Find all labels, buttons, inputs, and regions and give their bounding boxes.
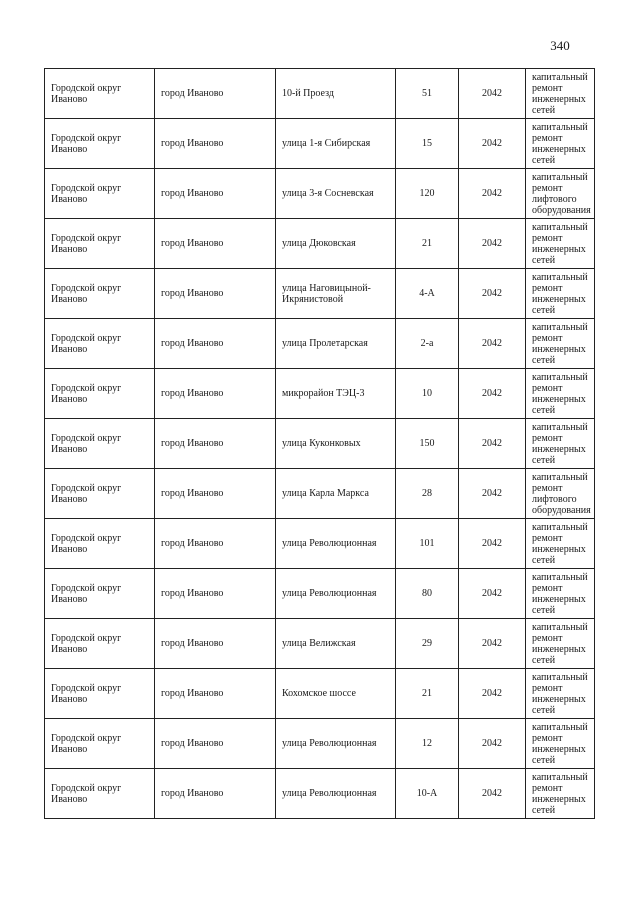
work-type-cell: капитальный ремонт инженерных сетей: [526, 619, 595, 669]
district-cell: Городской округ Иваново: [45, 519, 155, 569]
house-number-cell: 21: [396, 669, 459, 719]
city-cell: город Иваново: [155, 219, 276, 269]
house-number-cell: 101: [396, 519, 459, 569]
table-row: [45, 219, 595, 269]
table-row: [45, 319, 595, 369]
district-cell: Городской округ Иваново: [45, 319, 155, 369]
house-number-cell: 15: [396, 119, 459, 169]
street-cell: улица Дюковская: [276, 219, 396, 269]
house-number-cell: 80: [396, 569, 459, 619]
work-type-cell: капитальный ремонт инженерных сетей: [526, 419, 595, 469]
work-type-cell: капитальный ремонт лифтового оборудования: [526, 469, 595, 519]
city-cell: город Иваново: [155, 619, 276, 669]
work-type-cell: капитальный ремонт инженерных сетей: [526, 269, 595, 319]
year-cell: 2042: [459, 419, 526, 469]
city-cell: город Иваново: [155, 769, 276, 819]
street-cell: улица Куконковых: [276, 419, 396, 469]
district-cell: Городской округ Иваново: [45, 369, 155, 419]
table-row: [45, 719, 595, 769]
city-cell: город Иваново: [155, 519, 276, 569]
city-cell: город Иваново: [155, 69, 276, 119]
city-cell: город Иваново: [155, 369, 276, 419]
house-number-cell: 10-А: [396, 769, 459, 819]
city-cell: город Иваново: [155, 569, 276, 619]
year-cell: 2042: [459, 619, 526, 669]
house-number-cell: 51: [396, 69, 459, 119]
year-cell: 2042: [459, 69, 526, 119]
work-type-cell: капитальный ремонт инженерных сетей: [526, 769, 595, 819]
street-cell: улица Революционная: [276, 719, 396, 769]
district-cell: Городской округ Иваново: [45, 769, 155, 819]
street-cell: улица Революционная: [276, 519, 396, 569]
table-row: [45, 269, 595, 319]
city-cell: город Иваново: [155, 319, 276, 369]
city-cell: город Иваново: [155, 169, 276, 219]
work-type-cell: капитальный ремонт инженерных сетей: [526, 369, 595, 419]
house-number-cell: 12: [396, 719, 459, 769]
table-row: [45, 169, 595, 219]
year-cell: 2042: [459, 319, 526, 369]
table-row: [45, 519, 595, 569]
district-cell: Городской округ Иваново: [45, 419, 155, 469]
house-number-cell: 120: [396, 169, 459, 219]
year-cell: 2042: [459, 669, 526, 719]
city-cell: город Иваново: [155, 469, 276, 519]
street-cell: улица Революционная: [276, 569, 396, 619]
table-body: [45, 69, 595, 819]
district-cell: Городской округ Иваново: [45, 119, 155, 169]
street-cell: улица 1-я Сибирская: [276, 119, 396, 169]
house-number-cell: 21: [396, 219, 459, 269]
page-number: 340: [550, 38, 570, 53]
street-cell: улица Революционная: [276, 769, 396, 819]
street-cell: улица Пролетарская: [276, 319, 396, 369]
city-cell: город Иваново: [155, 719, 276, 769]
house-number-cell: 4-А: [396, 269, 459, 319]
year-cell: 2042: [459, 769, 526, 819]
year-cell: 2042: [459, 219, 526, 269]
city-cell: город Иваново: [155, 119, 276, 169]
house-number-cell: 28: [396, 469, 459, 519]
city-cell: город Иваново: [155, 669, 276, 719]
table-row: [45, 419, 595, 469]
district-cell: Городской округ Иваново: [45, 719, 155, 769]
district-cell: Городской округ Иваново: [45, 69, 155, 119]
year-cell: 2042: [459, 469, 526, 519]
year-cell: 2042: [459, 169, 526, 219]
house-number-cell: 10: [396, 369, 459, 419]
work-type-cell: капитальный ремонт инженерных сетей: [526, 719, 595, 769]
street-cell: улица 3-я Сосневская: [276, 169, 396, 219]
table-row: [45, 119, 595, 169]
work-type-cell: капитальный ремонт инженерных сетей: [526, 519, 595, 569]
street-cell: Кохомское шоссе: [276, 669, 396, 719]
registry-table: [44, 68, 595, 819]
city-cell: город Иваново: [155, 269, 276, 319]
year-cell: 2042: [459, 569, 526, 619]
house-number-cell: 150: [396, 419, 459, 469]
year-cell: 2042: [459, 119, 526, 169]
district-cell: Городской округ Иваново: [45, 569, 155, 619]
table-row: [45, 619, 595, 669]
table-row: [45, 69, 595, 119]
year-cell: 2042: [459, 269, 526, 319]
district-cell: Городской округ Иваново: [45, 469, 155, 519]
district-cell: Городской округ Иваново: [45, 169, 155, 219]
street-cell: улица Наговицыной-Икрянистовой: [276, 269, 396, 319]
work-type-cell: капитальный ремонт инженерных сетей: [526, 119, 595, 169]
table-row: [45, 569, 595, 619]
year-cell: 2042: [459, 519, 526, 569]
table-row: [45, 469, 595, 519]
district-cell: Городской округ Иваново: [45, 669, 155, 719]
street-cell: улица Карла Маркса: [276, 469, 396, 519]
district-cell: Городской округ Иваново: [45, 619, 155, 669]
year-cell: 2042: [459, 369, 526, 419]
house-number-cell: 29: [396, 619, 459, 669]
work-type-cell: капитальный ремонт инженерных сетей: [526, 69, 595, 119]
district-cell: Городской округ Иваново: [45, 269, 155, 319]
house-number-cell: 2-а: [396, 319, 459, 369]
district-cell: Городской округ Иваново: [45, 219, 155, 269]
table-row: [45, 669, 595, 719]
year-cell: 2042: [459, 719, 526, 769]
street-cell: микрорайон ТЭЦ-3: [276, 369, 396, 419]
work-type-cell: капитальный ремонт инженерных сетей: [526, 319, 595, 369]
table-row: [45, 369, 595, 419]
work-type-cell: капитальный ремонт лифтового оборудования: [526, 169, 595, 219]
table-row: [45, 769, 595, 819]
city-cell: город Иваново: [155, 419, 276, 469]
street-cell: улица Велижская: [276, 619, 396, 669]
work-type-cell: капитальный ремонт инженерных сетей: [526, 669, 595, 719]
street-cell: 10-й Проезд: [276, 69, 396, 119]
work-type-cell: капитальный ремонт инженерных сетей: [526, 219, 595, 269]
work-type-cell: капитальный ремонт инженерных сетей: [526, 569, 595, 619]
